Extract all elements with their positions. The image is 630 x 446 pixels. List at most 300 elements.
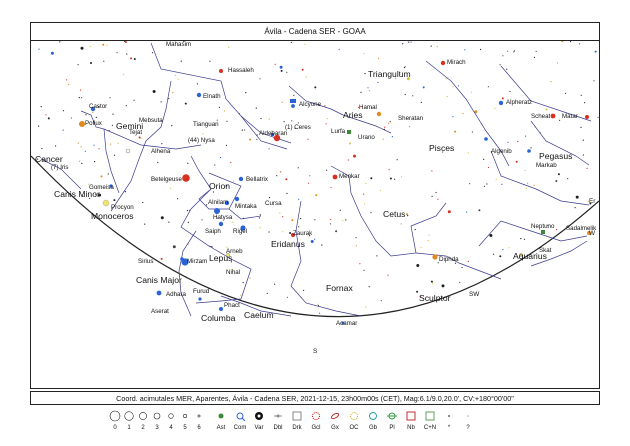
- background-star: [317, 304, 318, 305]
- svg-text:Elnath: Elnath: [203, 93, 221, 100]
- background-star: [267, 293, 268, 294]
- background-star: [153, 90, 156, 93]
- background-star: [319, 313, 320, 314]
- label-canis-minor: Canis Minor: [54, 189, 100, 199]
- background-star: [63, 130, 64, 131]
- background-star: [226, 121, 227, 122]
- label-sculptor: Sculptor: [419, 293, 451, 303]
- background-star: [38, 126, 39, 127]
- background-star: [125, 191, 126, 192]
- background-star: [401, 176, 402, 177]
- background-star: [314, 239, 315, 240]
- background-star: [71, 117, 72, 118]
- background-star: [66, 79, 67, 80]
- background-star: [437, 199, 438, 200]
- background-star: [108, 173, 109, 174]
- background-star: [363, 53, 364, 54]
- background-star: [81, 146, 82, 147]
- background-star: [445, 78, 446, 79]
- background-star: [360, 92, 361, 93]
- legend-type-gx: Gx: [324, 407, 346, 431]
- star-mirach[interactable]: [441, 61, 445, 65]
- background-star: [565, 93, 566, 94]
- legend-type--: *: [438, 407, 460, 431]
- background-star: [536, 51, 537, 52]
- star-alcyone[interactable]: [291, 104, 295, 108]
- background-star: [388, 123, 389, 124]
- background-star: [389, 169, 390, 170]
- background-star: [275, 64, 276, 65]
- svg-text:Gomeisa: Gomeisa: [89, 184, 114, 191]
- background-star: [55, 145, 56, 146]
- background-star: [586, 168, 587, 169]
- background-star: [397, 159, 398, 160]
- svg-text:(1) Ceres: (1) Ceres: [285, 124, 311, 131]
- background-star: [435, 192, 436, 193]
- background-star: [335, 230, 337, 232]
- background-star: [125, 41, 127, 43]
- background-star: [85, 114, 86, 115]
- svg-text:Castor: Castor: [89, 103, 108, 110]
- background-star: [583, 140, 584, 141]
- legend-mag-3: 3: [146, 407, 168, 431]
- background-star: [256, 139, 257, 140]
- background-star: [214, 164, 215, 165]
- background-star: [390, 121, 391, 122]
- background-star: [342, 220, 343, 221]
- background-star: [365, 183, 366, 184]
- sky-map[interactable]: [31, 41, 599, 388]
- background-star: [356, 237, 357, 238]
- svg-text:Neptuno: Neptuno: [531, 223, 555, 230]
- background-star: [416, 291, 418, 293]
- background-star: [567, 178, 568, 179]
- legend-type-var: Var: [248, 407, 270, 431]
- legend-mag-6: 6: [188, 407, 210, 431]
- chart-caption: Coord. acimutales MER, Aparentes, Ávila - Cadena SER, 2021-12-15, 23h00m00s (CET), Mag:6.1/9.0,20.0', CV:+180°00'00": [30, 391, 600, 405]
- star-alpheratz[interactable]: [499, 101, 503, 105]
- background-star: [269, 231, 270, 232]
- background-star: [345, 219, 346, 220]
- background-star: [448, 210, 451, 213]
- background-star: [78, 64, 79, 65]
- svg-text:Mahasim: Mahasim: [166, 41, 192, 48]
- background-star: [520, 238, 521, 239]
- background-star: [259, 217, 260, 218]
- background-star: [442, 284, 445, 287]
- background-star: [269, 148, 270, 149]
- star-betelgeuse[interactable]: [182, 174, 190, 182]
- background-star: [48, 117, 50, 119]
- svg-text:Urano: Urano: [358, 134, 375, 141]
- background-star: [494, 108, 495, 109]
- svg-text:Tejat: Tejat: [129, 129, 143, 136]
- star-menkar[interactable]: [333, 175, 338, 180]
- star-markab[interactable]: [527, 149, 531, 153]
- star-mintaka[interactable]: [235, 197, 239, 201]
- background-star: [282, 102, 283, 103]
- background-star: [349, 143, 351, 145]
- background-star: [484, 186, 485, 187]
- background-star: [486, 183, 487, 184]
- background-star: [298, 167, 299, 168]
- background-star: [534, 185, 535, 186]
- background-star: [415, 229, 416, 230]
- svg-text:Markab: Markab: [536, 162, 557, 169]
- background-star: [428, 240, 429, 241]
- background-star: [502, 97, 504, 99]
- star-saiph[interactable]: [219, 222, 223, 226]
- background-star: [506, 69, 507, 70]
- background-star: [284, 121, 285, 122]
- label-pisces: Pisces: [429, 143, 455, 153]
- background-star: [488, 86, 489, 87]
- background-star: [260, 214, 261, 215]
- background-star: [365, 306, 366, 307]
- background-star: [579, 43, 580, 44]
- legend-mag-2: 2: [132, 407, 154, 431]
- svg-text:Alhena: Alhena: [151, 148, 171, 155]
- star-procyon[interactable]: [103, 200, 109, 206]
- background-star: [408, 42, 409, 43]
- label-columba: Columba: [201, 313, 236, 323]
- background-star: [561, 41, 563, 42]
- background-star: [170, 188, 171, 189]
- background-star: [224, 110, 225, 111]
- background-star: [380, 190, 381, 191]
- background-star: [286, 72, 287, 73]
- background-star: [452, 116, 453, 117]
- background-star: [496, 179, 497, 180]
- background-star: [134, 100, 135, 101]
- background-star: [384, 127, 385, 128]
- background-star: [260, 227, 261, 228]
- background-star: [279, 212, 280, 213]
- background-star: [526, 188, 527, 189]
- background-star: [280, 171, 281, 172]
- background-star: [314, 86, 316, 88]
- background-star: [431, 170, 432, 171]
- svg-text:Sheratan: Sheratan: [398, 115, 424, 122]
- background-star: [139, 137, 141, 139]
- star-labels: [51, 41, 597, 327]
- legend-type-gcl: Gcl: [305, 407, 327, 431]
- background-star: [507, 51, 508, 52]
- svg-text:Sirius: Sirius: [138, 258, 154, 265]
- background-star: [409, 126, 410, 127]
- svg-text:Saiph: Saiph: [205, 228, 221, 235]
- background-star: [326, 170, 327, 171]
- svg-text:Aldebaran: Aldebaran: [259, 130, 288, 137]
- background-star: [124, 41, 125, 42]
- svg-text:Acamar: Acamar: [336, 320, 358, 327]
- background-star: [507, 142, 508, 143]
- background-star: [269, 118, 270, 119]
- legend-type-c-n: C+N: [419, 407, 441, 431]
- horizon-line: [31, 156, 599, 317]
- background-star: [516, 161, 518, 163]
- background-star: [306, 77, 307, 78]
- background-star: [185, 103, 187, 105]
- background-star: [286, 193, 287, 194]
- svg-text:Menkar: Menkar: [339, 173, 360, 180]
- background-star: [525, 170, 526, 171]
- star-furud[interactable]: [198, 297, 201, 300]
- background-star: [454, 131, 456, 133]
- svg-text:Mintaka: Mintaka: [235, 203, 257, 210]
- background-star: [559, 120, 560, 121]
- background-star: [583, 154, 584, 155]
- background-star: [324, 105, 325, 106]
- background-star: [576, 196, 579, 199]
- background-star: [502, 55, 503, 56]
- svg-text:Bellatrix: Bellatrix: [246, 176, 269, 183]
- background-star: [291, 42, 292, 43]
- background-star: [282, 216, 283, 217]
- star-bellatrix[interactable]: [239, 177, 243, 181]
- background-star: [530, 147, 531, 148]
- legend-mag-4: 4: [160, 407, 182, 431]
- svg-text:Zaurak: Zaurak: [293, 230, 313, 237]
- background-star: [256, 108, 257, 109]
- background-star: [172, 92, 173, 93]
- label-lepus: Lepus: [209, 253, 233, 263]
- background-star: [81, 163, 82, 164]
- background-star: [432, 283, 433, 284]
- svg-text:(7) Iris: (7) Iris: [51, 164, 69, 171]
- background-star: [401, 223, 402, 224]
- background-star: [493, 254, 494, 255]
- label-orion: Orion: [209, 181, 231, 191]
- star-mirzam[interactable]: [180, 257, 184, 261]
- background-star: [308, 183, 309, 184]
- background-star: [249, 139, 251, 141]
- background-star: [471, 92, 472, 93]
- background-star: [85, 151, 86, 152]
- background-star: [293, 95, 294, 96]
- background-star: [394, 179, 395, 180]
- background-star: [260, 118, 261, 119]
- background-star: [307, 139, 308, 140]
- background-star: [187, 163, 188, 164]
- background-star: [383, 139, 384, 140]
- background-star: [364, 73, 365, 74]
- svg-text:Phact: Phact: [224, 302, 240, 309]
- background-star: [431, 281, 433, 283]
- background-star: [429, 235, 430, 236]
- svg-text:Betelgeuse: Betelgeuse: [151, 176, 182, 183]
- background-star: [480, 49, 481, 50]
- background-star: [437, 46, 438, 47]
- svg-text:Furud: Furud: [193, 288, 210, 295]
- legend-type-gb: Gb: [362, 407, 384, 431]
- background-star: [110, 97, 111, 98]
- background-star: [340, 210, 341, 211]
- background-star: [551, 81, 552, 82]
- background-star: [555, 180, 557, 182]
- background-star: [412, 95, 413, 96]
- background-star: [584, 102, 585, 103]
- background-star: [202, 219, 203, 220]
- background-star: [546, 108, 548, 110]
- cluster-pleiades-icon[interactable]: [290, 99, 296, 103]
- background-star: [51, 52, 54, 55]
- star-phact[interactable]: [219, 307, 223, 311]
- cardinal-southwest: SW: [469, 291, 480, 298]
- background-star: [142, 202, 143, 203]
- background-star: [378, 58, 379, 59]
- legend-mag-1: 1: [118, 407, 140, 431]
- svg-text:Hatysa: Hatysa: [213, 214, 233, 221]
- background-star: [79, 161, 80, 162]
- planet-urano[interactable]: [347, 130, 351, 134]
- background-star: [464, 49, 465, 50]
- background-star: [41, 106, 42, 107]
- background-star: [168, 98, 169, 99]
- background-star: [468, 152, 469, 153]
- legend-type-pl: Pl: [381, 407, 403, 431]
- background-star: [303, 290, 304, 291]
- background-star: [41, 148, 42, 149]
- background-star: [213, 191, 214, 192]
- background-star: [106, 45, 107, 46]
- background-star: [285, 178, 287, 180]
- star-matar[interactable]: [585, 115, 589, 119]
- background-star: [102, 44, 104, 46]
- background-star: [499, 255, 501, 257]
- background-star: [233, 181, 234, 182]
- background-star: [367, 87, 368, 88]
- background-star: [508, 247, 509, 248]
- label-gemini: Gemini: [116, 121, 144, 131]
- legend: [104, 407, 524, 443]
- legend-type-oc: OC: [343, 407, 365, 431]
- background-star: [173, 245, 176, 248]
- svg-text:Scheat: Scheat: [531, 113, 551, 120]
- star-diphda[interactable]: [432, 254, 437, 259]
- background-star: [81, 47, 84, 50]
- background-star: [558, 173, 560, 175]
- background-star: [377, 82, 378, 83]
- legend-type-com: Com: [229, 407, 251, 431]
- background-star: [94, 161, 95, 162]
- background-star: [144, 224, 145, 225]
- background-star: [339, 49, 340, 50]
- background-star: [452, 86, 453, 87]
- background-star: [298, 199, 299, 200]
- background-star: [230, 162, 231, 163]
- svg-text:Hassaleh: Hassaleh: [228, 67, 254, 74]
- background-star: [274, 284, 275, 285]
- background-star: [327, 118, 328, 119]
- background-star: [513, 51, 514, 52]
- background-star: [416, 264, 419, 267]
- background-star: [298, 226, 299, 227]
- svg-text:Mirzam: Mirzam: [187, 258, 208, 265]
- svg-text:Tianguan: Tianguan: [193, 121, 219, 128]
- star-hamal[interactable]: [377, 112, 381, 116]
- background-star: [407, 215, 408, 216]
- star-algenib[interactable]: [484, 137, 488, 141]
- background-star: [130, 57, 132, 59]
- background-star: [575, 207, 576, 208]
- star-elnath[interactable]: [197, 93, 201, 97]
- background-star: [228, 47, 229, 48]
- background-star: [100, 175, 102, 177]
- background-star: [421, 102, 422, 103]
- star-adhara[interactable]: [157, 291, 162, 296]
- background-star: [314, 219, 315, 220]
- background-star: [557, 62, 558, 63]
- svg-text:Alcyone: Alcyone: [299, 101, 322, 108]
- background-star: [304, 44, 305, 45]
- background-star: [392, 136, 393, 137]
- background-star: [202, 133, 203, 134]
- star-scheat[interactable]: [551, 114, 556, 119]
- planet-neptuno[interactable]: [541, 230, 545, 234]
- background-star: [260, 78, 261, 79]
- background-star: [269, 197, 270, 198]
- background-star: [524, 239, 525, 240]
- background-star: [112, 114, 113, 115]
- background-star: [140, 138, 141, 139]
- background-star: [466, 212, 467, 213]
- background-star: [326, 123, 327, 124]
- background-star: [110, 144, 111, 145]
- svg-text:Pollux: Pollux: [85, 120, 102, 127]
- background-star: [330, 219, 331, 220]
- background-star: [359, 263, 360, 264]
- svg-text:Matar: Matar: [562, 113, 578, 120]
- background-star: [281, 70, 283, 72]
- background-star: [103, 61, 104, 62]
- svg-text:Algenib: Algenib: [491, 148, 512, 155]
- chart-title: Ávila - Cadena SER - GOAA: [31, 23, 599, 41]
- background-star: [175, 75, 176, 76]
- background-star: [431, 46, 432, 47]
- background-star: [387, 275, 388, 276]
- hassaleh-star[interactable]: [219, 69, 223, 73]
- background-star: [509, 91, 510, 92]
- sky-chart-frame: [30, 22, 600, 389]
- background-star: [187, 210, 188, 211]
- background-star: [390, 178, 392, 180]
- background-star: [381, 300, 382, 301]
- svg-text:Alnilam: Alnilam: [208, 199, 229, 206]
- background-star: [134, 58, 136, 60]
- background-star: [330, 187, 331, 188]
- legend-type-drk: Drk: [286, 407, 308, 431]
- label-eridanus: Eridanus: [271, 239, 305, 249]
- background-star: [68, 84, 69, 85]
- label-canis-major: Canis Major: [136, 275, 182, 285]
- legend-mag-5: 5: [174, 407, 196, 431]
- background-star: [117, 52, 118, 53]
- background-star: [90, 46, 91, 47]
- star-alhena[interactable]: [126, 149, 130, 153]
- legend-mag-0: 0: [104, 407, 126, 431]
- label-cancer: Cancer: [35, 154, 63, 164]
- label-caelum: Caelum: [244, 310, 274, 320]
- background-star: [232, 222, 233, 223]
- svg-text:Alpheratz: Alpheratz: [506, 99, 533, 106]
- label-cetus: Cetus: [383, 209, 406, 219]
- svg-text:Sadalmelik: Sadalmelik: [566, 225, 597, 232]
- background-star: [580, 127, 581, 128]
- background-star: [488, 167, 489, 168]
- background-star: [406, 213, 408, 215]
- background-star: [369, 286, 370, 287]
